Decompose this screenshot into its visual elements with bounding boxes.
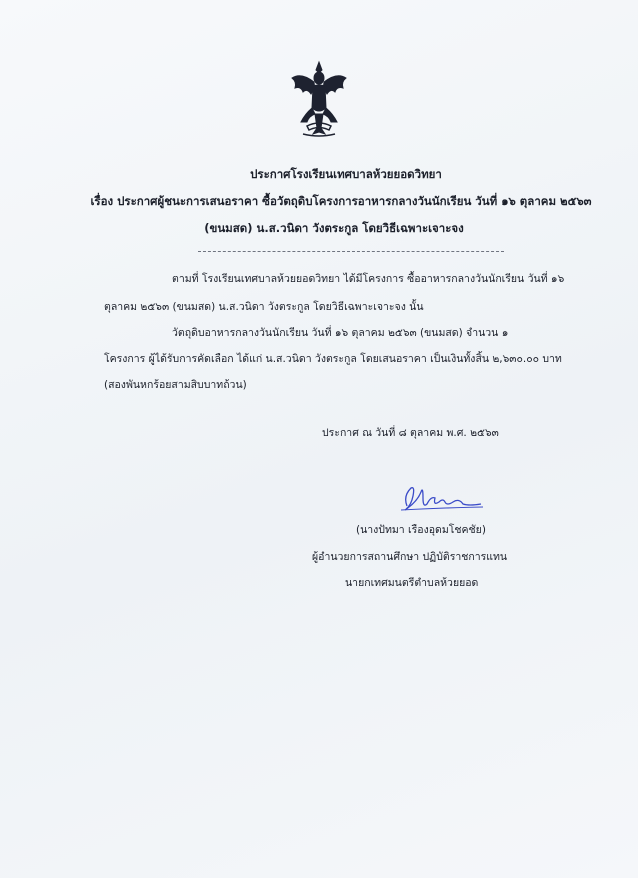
body-line-5: (สองพันหกร้อยสามสิบบาทถ้วน) bbox=[104, 379, 247, 391]
body-line-4: โครงการ ผู้ได้รับการคัดเลือก ได้แก่ น.ส.วนิดา วังตระกูล โดยเสนอราคา เป็นเงินทั้งสิ้น ๒,๖๓๐.๐๐ บาท bbox=[104, 353, 562, 365]
announcement-date: ประกาศ ณ วันที่ ๘ ตุลาคม พ.ศ. ๒๕๖๓ bbox=[322, 427, 499, 439]
document-subject-continued: (ขนมสด) น.ส.วนิดา วังตระกูล โดยวิธีเฉพาะเจาะจง bbox=[204, 221, 464, 235]
garuda-emblem-icon bbox=[289, 60, 349, 140]
body-line-2: ตุลาคม ๒๕๖๓ (ขนมสด) น.ส.วนิดา วังตระกูล โดยวิธีเฉพาะเจาะจง นั้น bbox=[104, 301, 424, 313]
body-line-3: วัตถุดิบอาหารกลางวันนักเรียน วันที่ ๑๖ ตุลาคม ๒๕๖๓ (ขนมสด) จำนวน ๑ bbox=[172, 327, 509, 339]
handwritten-signature bbox=[397, 482, 487, 516]
body-line-1: ตามที่ โรงเรียนเทศบาลห้วยยอดวิทยา ได้มีโครงการ ซื้ออาหารกลางวันนักเรียน วันที่ ๑๖ bbox=[172, 273, 565, 285]
document-subject: เรื่อง ประกาศผู้ชนะการเสนอราคา ซื้อวัตถุดิบโครงการอาหารกลางวันนักเรียน วันที่ ๑๖ ตุลาคม ๒๕๖๓ bbox=[90, 194, 592, 208]
divider bbox=[198, 251, 504, 252]
signatory-position-2: นายกเทศมนตรีตำบลห้วยยอด bbox=[345, 577, 479, 589]
signatory-position: ผู้อำนวยการสถานศึกษา ปฏิบัติราชการแทน bbox=[312, 551, 508, 563]
document-title: ประกาศโรงเรียนเทศบาลห้วยยอดวิทยา bbox=[250, 167, 442, 181]
signatory-name: (นางปัทมา เรืองอุดมโชคชัย) bbox=[356, 524, 486, 536]
